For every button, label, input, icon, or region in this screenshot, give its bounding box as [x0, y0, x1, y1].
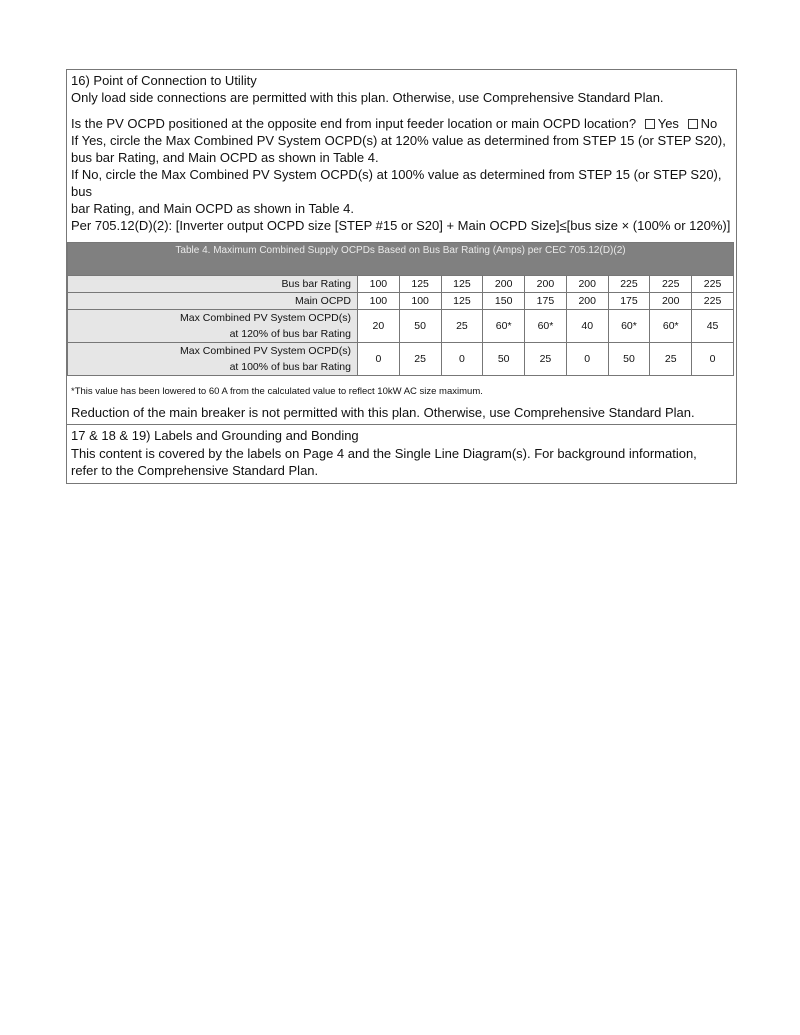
table-cell: 0 [358, 343, 400, 376]
row-label-120-line-1: Max Combined PV System OCPD(s) [180, 312, 351, 324]
section-17-body-1: This content is covered by the labels on Page 4 and the Single Line Diagram(s). For background information, [71, 445, 697, 461]
table-cell: 225 [692, 276, 734, 293]
table-cell: 25 [650, 343, 692, 376]
table-cell: 125 [399, 276, 441, 293]
row-label-bus-bar-rating: Bus bar Rating [68, 276, 358, 293]
table-cell: 25 [441, 310, 483, 343]
table-cell: 60* [608, 310, 650, 343]
table-footnote: *This value has been lowered to 60 A from the calculated value to reflect 10kW AC size maximum. [71, 386, 483, 397]
row-label-100 [68, 343, 358, 376]
yes-checkbox[interactable] [645, 119, 655, 129]
table-cell: 60* [525, 310, 567, 343]
table-cell: 225 [692, 293, 734, 310]
row-label-100-line-1: Max Combined PV System OCPD(s) [180, 345, 351, 357]
table-cell: 0 [566, 343, 608, 376]
table-cell: 0 [692, 343, 734, 376]
no-checkbox[interactable] [688, 119, 698, 129]
table-cell: 60* [483, 310, 525, 343]
section-17-body-2: refer to the Comprehensive Standard Plan. [71, 463, 319, 478]
if-yes-line-2: bus bar Rating, and Main OCPD as shown in Table 4. [71, 150, 379, 165]
table-cell: 50 [608, 343, 650, 376]
table-cell: 20 [358, 310, 400, 343]
table-cell: 125 [441, 276, 483, 293]
table-cell: 125 [441, 293, 483, 310]
table-cell: 200 [525, 276, 567, 293]
section-16 [67, 70, 736, 234]
table-cell: 200 [566, 293, 608, 310]
table-cell: 100 [358, 293, 400, 310]
table-cell: 25 [525, 343, 567, 376]
table-4 [67, 242, 734, 376]
section-16-heading: 16) Point of Connection to Utility [71, 73, 257, 88]
if-no-line-1: If No, circle the Max Combined PV System OCPD(s) at 100% value as determined from STEP 15 (or STEP S20), bus [71, 167, 722, 199]
table-cell: 175 [608, 293, 650, 310]
table-cell: 100 [358, 276, 400, 293]
table-4-caption: Table 4. Maximum Combined Supply OCPDs Based on Bus Bar Rating (Amps) per CEC 705.12(D)(2) [68, 243, 734, 276]
opcd-question-text: Is the PV OCPD positioned at the opposite end from input feeder location or main OCPD location? [71, 116, 637, 131]
table-cell: 40 [566, 310, 608, 343]
table-cell: 50 [483, 343, 525, 376]
row-label-120-line-2: at 120% of bus bar Rating [229, 328, 351, 340]
table-cell: 225 [608, 276, 650, 293]
table-cell: 225 [650, 276, 692, 293]
table-cell: 0 [441, 343, 483, 376]
if-yes-line-1: If Yes, circle the Max Combined PV System OCPD(s) at 120% value as determined from STEP 15 (or STEP S20), [71, 133, 726, 148]
row-label-main-ocpd: Main OCPD [68, 293, 358, 310]
section-17-18-19 [67, 424, 736, 483]
opcd-question [71, 115, 732, 132]
reduction-note: Reduction of the main breaker is not permitted with this plan. Otherwise, use Comprehensive Standard Plan. [71, 405, 695, 420]
form-frame [66, 69, 737, 484]
table-4-wrap [67, 242, 736, 376]
no-label: No [700, 116, 718, 131]
table-cell: 200 [566, 276, 608, 293]
if-no-line-2: bar Rating, and Main OCPD as shown in Table 4. [71, 201, 355, 216]
table-cell: 50 [399, 310, 441, 343]
table-cell: 150 [483, 293, 525, 310]
table-cell: 200 [483, 276, 525, 293]
table-cell: 45 [692, 310, 734, 343]
yes-label: Yes [657, 116, 679, 131]
table-cell: 200 [650, 293, 692, 310]
table-cell: 175 [525, 293, 567, 310]
row-label-120 [68, 310, 358, 343]
table-cell: 100 [399, 293, 441, 310]
per-rule-line: Per 705.12(D)(2): [Inverter output OCPD size [STEP #15 or S20] + Main OCPD Size]≤[bus size × (100% or 120%)] [71, 218, 731, 233]
row-label-100-line-2: at 100% of bus bar Rating [229, 361, 351, 373]
table-cell: 25 [399, 343, 441, 376]
section-17-heading: 17 & 18 & 19) Labels and Grounding and Bonding [71, 428, 359, 443]
section-16-intro: Only load side connections are permitted with this plan. Otherwise, use Comprehensive Standard Plan. [71, 90, 664, 105]
table-cell: 60* [650, 310, 692, 343]
